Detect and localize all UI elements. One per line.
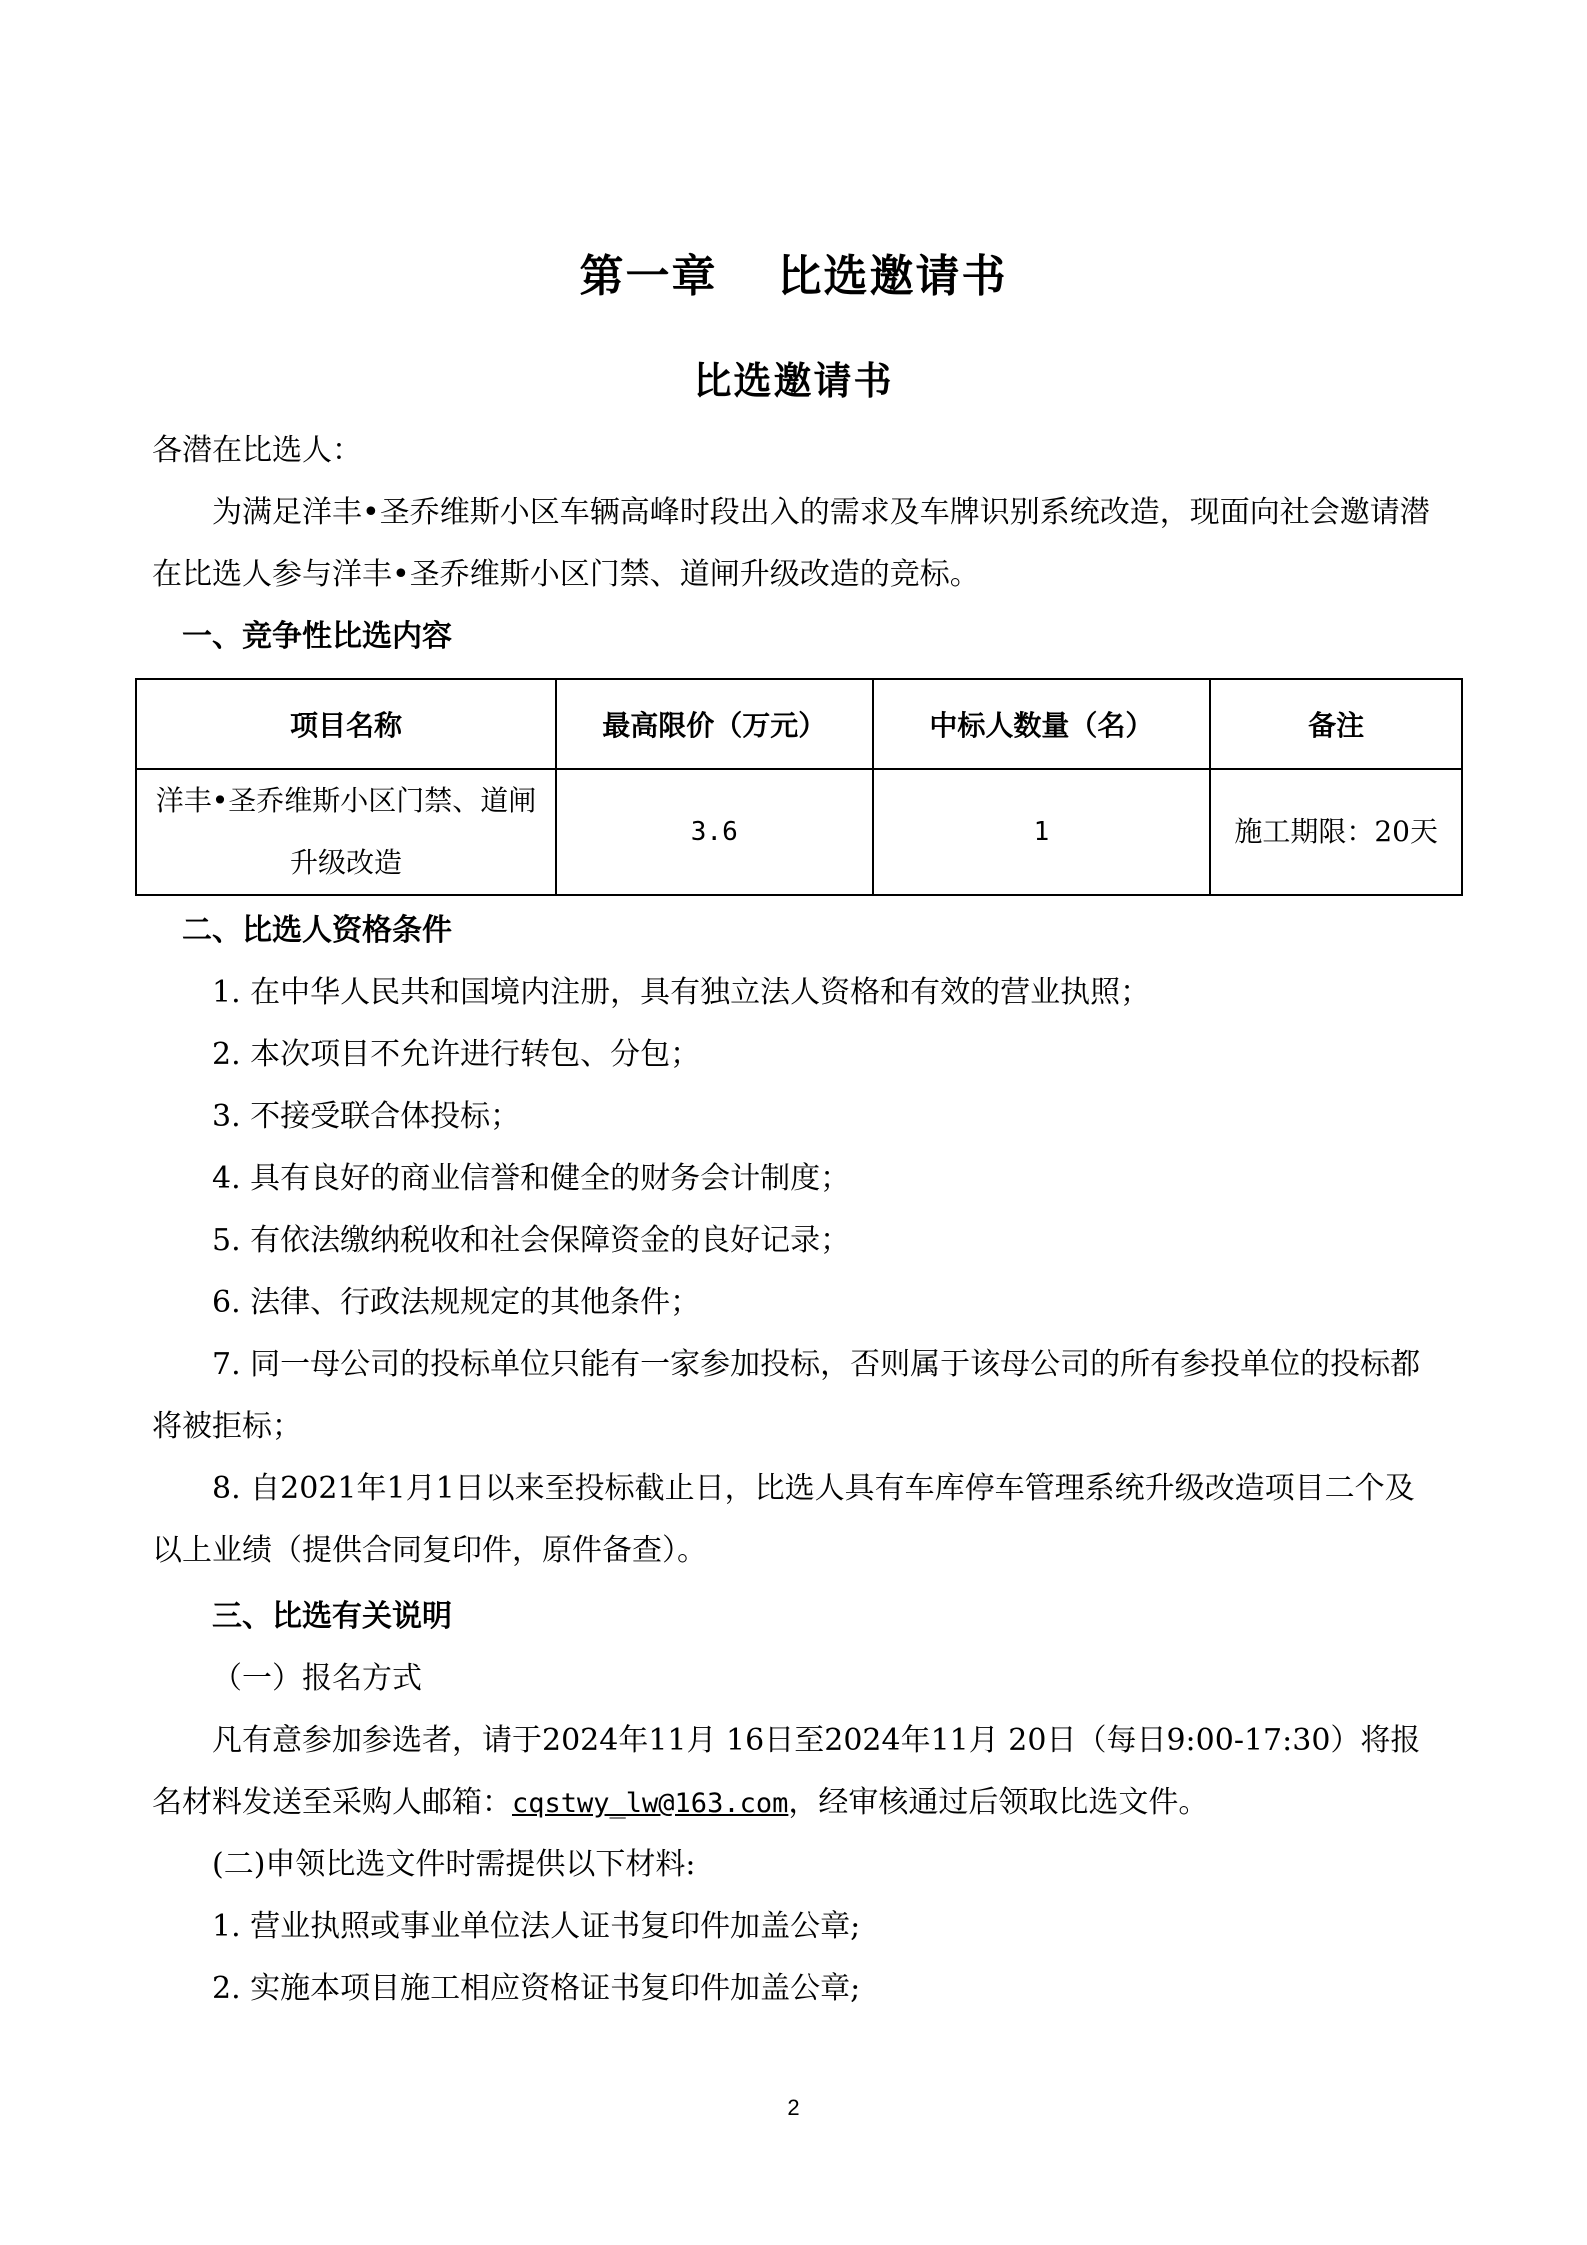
qualification-list xyxy=(152,962,1442,1582)
registration-text-end: ，经审核通过后领取比选文件。 xyxy=(788,1785,1209,1820)
table-header-project-name: 项目名称 xyxy=(136,679,556,769)
table-header-remark: 备注 xyxy=(1210,679,1462,769)
list-item: 6. 法律、行政法规规定的其他条件； xyxy=(212,1285,701,1320)
list-item: 2. 实施本项目施工相应资格证书复印件加盖公章; xyxy=(212,1971,861,2006)
table-row xyxy=(136,769,1462,895)
intro-paragraph: 为满足洋丰•圣乔维斯小区车辆高峰时段出入的需求及车牌识别系统改造，现面向社会邀请潜在比选人参与洋丰•圣乔维斯小区门禁、道闸升级改造的竞标。 xyxy=(152,495,1430,592)
salutation: 各潜在比选人： xyxy=(152,433,362,468)
chapter-number: 第一章 xyxy=(579,251,718,302)
email-link[interactable]: cqstwy_lw@163.com xyxy=(512,1788,789,1819)
bid-content-table xyxy=(135,678,1463,896)
cell-max-price: 3.6 xyxy=(556,769,873,895)
page-number: 2 xyxy=(787,2095,800,2120)
table-header-max-price: 最高限价（万元） xyxy=(556,679,873,769)
list-item: 8. 自2021年1月1日以来至投标截止日，比选人具有车库停车管理系统升级改造项目二个及以上业绩（提供合同复印件，原件备查）。 xyxy=(152,1471,1415,1568)
table-header-row xyxy=(136,679,1462,769)
cell-remark: 施工期限：20天 xyxy=(1210,769,1462,895)
section-heading-1: 一、竞争性比选内容 xyxy=(182,619,452,654)
list-item: 1. 营业执照或事业单位法人证书复印件加盖公章; xyxy=(212,1909,861,1944)
cell-project-name: 洋丰•圣乔维斯小区门禁、道闸升级改造 xyxy=(136,769,556,895)
materials-list xyxy=(152,1896,1442,2020)
chapter-title xyxy=(0,240,1587,304)
list-item: 4. 具有良好的商业信誉和健全的财务会计制度； xyxy=(212,1161,851,1196)
sub-heading-materials: (二)申领比选文件时需提供以下材料: xyxy=(212,1847,696,1882)
cell-winner-count: 1 xyxy=(873,769,1211,895)
list-item: 7. 同一母公司的投标单位只能有一家参加投标，否则属于该母公司的所有参投单位的投标都将被拒标； xyxy=(152,1347,1421,1444)
document-subtitle: 比选邀请书 xyxy=(693,358,894,403)
sub-heading-registration: （一）报名方式 xyxy=(212,1661,422,1696)
list-item: 2. 本次项目不允许进行转包、分包； xyxy=(212,1037,701,1072)
list-item: 3. 不接受联合体投标； xyxy=(212,1099,521,1134)
list-item: 1. 在中华人民共和国境内注册，具有独立法人资格和有效的营业执照； xyxy=(212,975,1151,1010)
section-heading-3: 三、比选有关说明 xyxy=(212,1599,452,1634)
list-item: 5. 有依法缴纳税收和社会保障资金的良好记录； xyxy=(212,1223,851,1258)
table-header-winner-count: 中标人数量（名） xyxy=(873,679,1211,769)
section-heading-2: 二、比选人资格条件 xyxy=(182,913,452,948)
chapter-name: 比选邀请书 xyxy=(777,251,1008,302)
registration-text: 凡有意参加参选者，请于2024年11月 16日至2024年11月 20日（每日9:00-17:30）将报名材料发送至采购人邮箱： xyxy=(152,1723,1421,1820)
registration-paragraph xyxy=(152,1710,1442,1835)
